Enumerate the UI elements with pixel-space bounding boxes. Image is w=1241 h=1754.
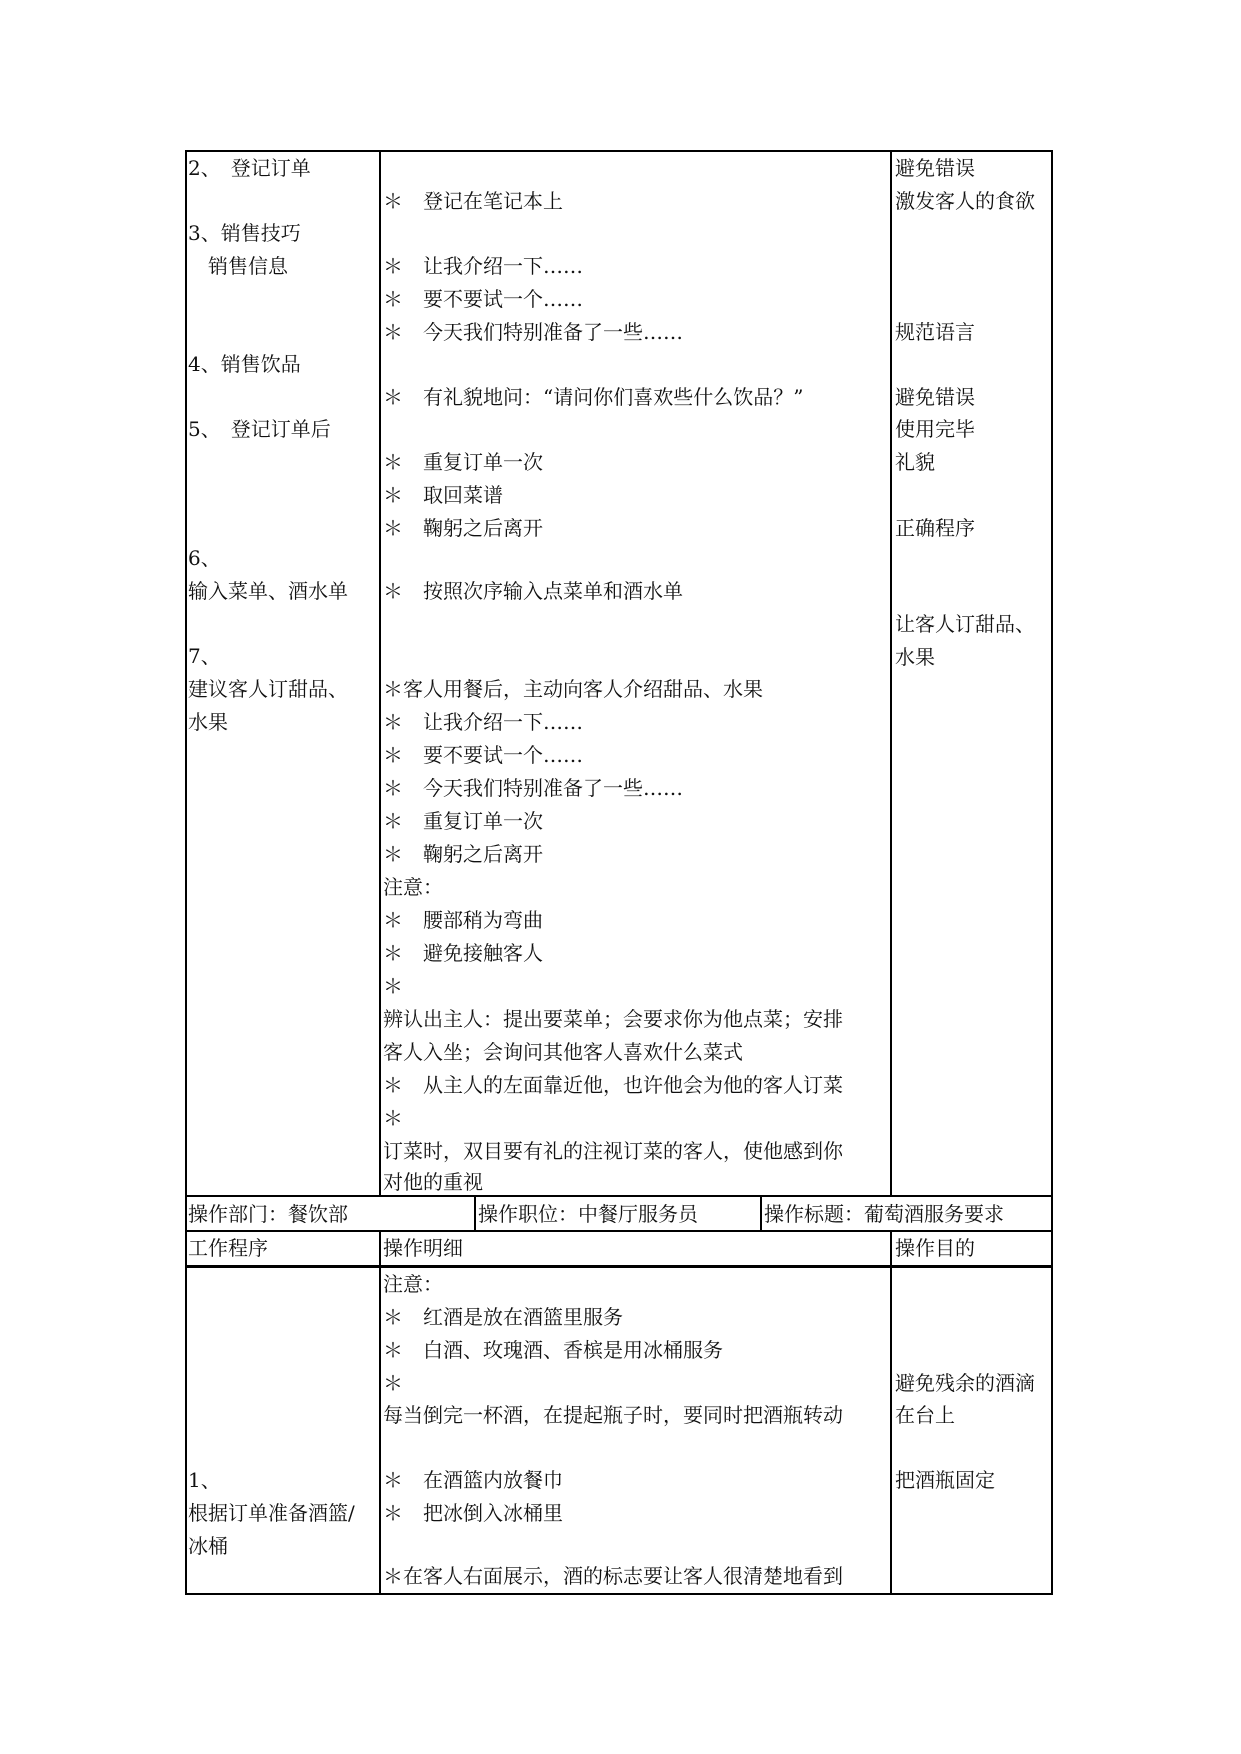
detail-line: ＊ 让我介绍一下……: [383, 254, 583, 278]
detail-line: ＊ 鞠躬之后离开: [383, 842, 543, 866]
procedure-step-5: 5、 登记订单后: [188, 417, 331, 441]
detail-line: ＊ 有礼貌地问：“请问你们喜欢些什么饮品？”: [383, 385, 804, 409]
procedure-step-7: 建议客人订甜品、: [188, 677, 348, 701]
operation-department: 操作部门：餐饮部: [188, 1202, 348, 1226]
detail-line: ＊ 从主人的左面靠近他，也许他会为他的客人订菜: [383, 1073, 843, 1097]
detail-line: 注意：: [383, 875, 443, 899]
detail-line: ＊ 红酒是放在酒篮里服务: [383, 1305, 623, 1329]
column-header-purpose: 操作目的: [895, 1236, 975, 1260]
detail-line: ＊ 白酒、玫瑰酒、香槟是用冰桶服务: [383, 1338, 723, 1362]
table-right-border: [1051, 150, 1053, 1595]
purpose-line: 避免错误: [895, 156, 975, 180]
detail-line: ＊: [383, 1371, 403, 1395]
detail-line: 辨认出主人：提出要菜单；会要求你为他点菜；安排: [383, 1007, 843, 1031]
procedure-step-4: 4、销售饮品: [188, 352, 301, 376]
purpose-line: 规范语言: [895, 320, 975, 344]
purpose-line: 避免残余的酒滴: [895, 1371, 1035, 1395]
procedure-step-1-number: 1、: [188, 1468, 221, 1492]
detail-line: ＊ 鞠躬之后离开: [383, 516, 543, 540]
table-bottom-border: [186, 1593, 1053, 1595]
purpose-line: 正确程序: [895, 516, 975, 540]
column-header-procedure: 工作程序: [188, 1236, 268, 1260]
column-divider-1: [379, 150, 381, 1197]
detail-line: ＊客人用餐后，主动向客人介绍甜品、水果: [383, 677, 763, 701]
procedure-step-3: 3、销售技巧: [188, 221, 301, 245]
procedure-step-1-cont: 冰桶: [188, 1534, 228, 1558]
procedure-step-1: 根据订单准备酒篮/: [188, 1501, 355, 1525]
purpose-line: 避免错误: [895, 385, 975, 409]
purpose-line: 在台上: [895, 1403, 955, 1427]
detail-line: ＊ 重复订单一次: [383, 450, 543, 474]
procedure-step-6-number: 6、: [188, 546, 221, 570]
purpose-line: 水果: [895, 645, 935, 669]
detail-line: ＊ 在酒篮内放餐巾: [383, 1468, 563, 1492]
detail-line: ＊ 把冰倒入冰桶里: [383, 1501, 563, 1525]
procedure-step-7-number: 7、: [188, 644, 221, 668]
column-divider-2: [890, 150, 892, 1197]
purpose-line: 使用完毕: [895, 417, 975, 441]
detail-line: 注意：: [383, 1272, 443, 1296]
detail-line: 每当倒完一杯酒，在提起瓶子时，要同时把酒瓶转动: [383, 1403, 843, 1427]
detail-line: ＊: [383, 1106, 403, 1130]
detail-line: 客人入坐；会询问其他客人喜欢什么菜式: [383, 1040, 743, 1064]
detail-line: ＊ 避免接触客人: [383, 941, 543, 965]
detail-line: ＊ 今天我们特别准备了一些……: [383, 776, 683, 800]
detail-line: ＊ 腰部稍为弯曲: [383, 908, 543, 932]
detail-line: ＊在客人右面展示，酒的标志要让客人很清楚地看到: [383, 1564, 843, 1588]
column-divider-1b: [379, 1230, 381, 1595]
detail-line: 对他的重视: [383, 1170, 483, 1194]
procedure-step-3-sub: 销售信息: [188, 254, 288, 278]
table-left-border: [185, 150, 187, 1595]
operation-position: 操作职位：中餐厅服务员: [478, 1202, 698, 1226]
detail-line: ＊ 取回菜谱: [383, 483, 503, 507]
procedure-step-6: 输入菜单、酒水单: [188, 579, 348, 603]
column-header-detail: 操作明细: [383, 1236, 463, 1260]
column-divider-2b: [890, 1230, 892, 1595]
detail-line: ＊ 按照次序输入点菜单和酒水单: [383, 579, 683, 603]
info-divider-2: [760, 1195, 762, 1232]
detail-line: ＊ 登记在笔记本上: [383, 189, 563, 213]
purpose-line: 把酒瓶固定: [895, 1468, 995, 1492]
purpose-line: 礼貌: [895, 450, 935, 474]
procedure-step-7-cont: 水果: [188, 710, 228, 734]
procedure-step-2: 2、 登记订单: [188, 156, 311, 180]
purpose-line: 让客人订甜品、: [895, 612, 1035, 636]
operation-title: 操作标题：葡萄酒服务要求: [764, 1202, 1004, 1226]
detail-line: ＊ 让我介绍一下……: [383, 710, 583, 734]
detail-line: 订菜时，双目要有礼的注视订菜的客人，使他感到你: [383, 1139, 843, 1163]
detail-line: ＊ 要不要试一个……: [383, 287, 583, 311]
detail-line: ＊ 要不要试一个……: [383, 743, 583, 767]
detail-line: ＊: [383, 974, 403, 998]
purpose-line: 激发客人的食欲: [895, 189, 1035, 213]
info-divider-1: [474, 1195, 476, 1232]
detail-line: ＊ 重复订单一次: [383, 809, 543, 833]
detail-line: ＊ 今天我们特别准备了一些……: [383, 320, 683, 344]
